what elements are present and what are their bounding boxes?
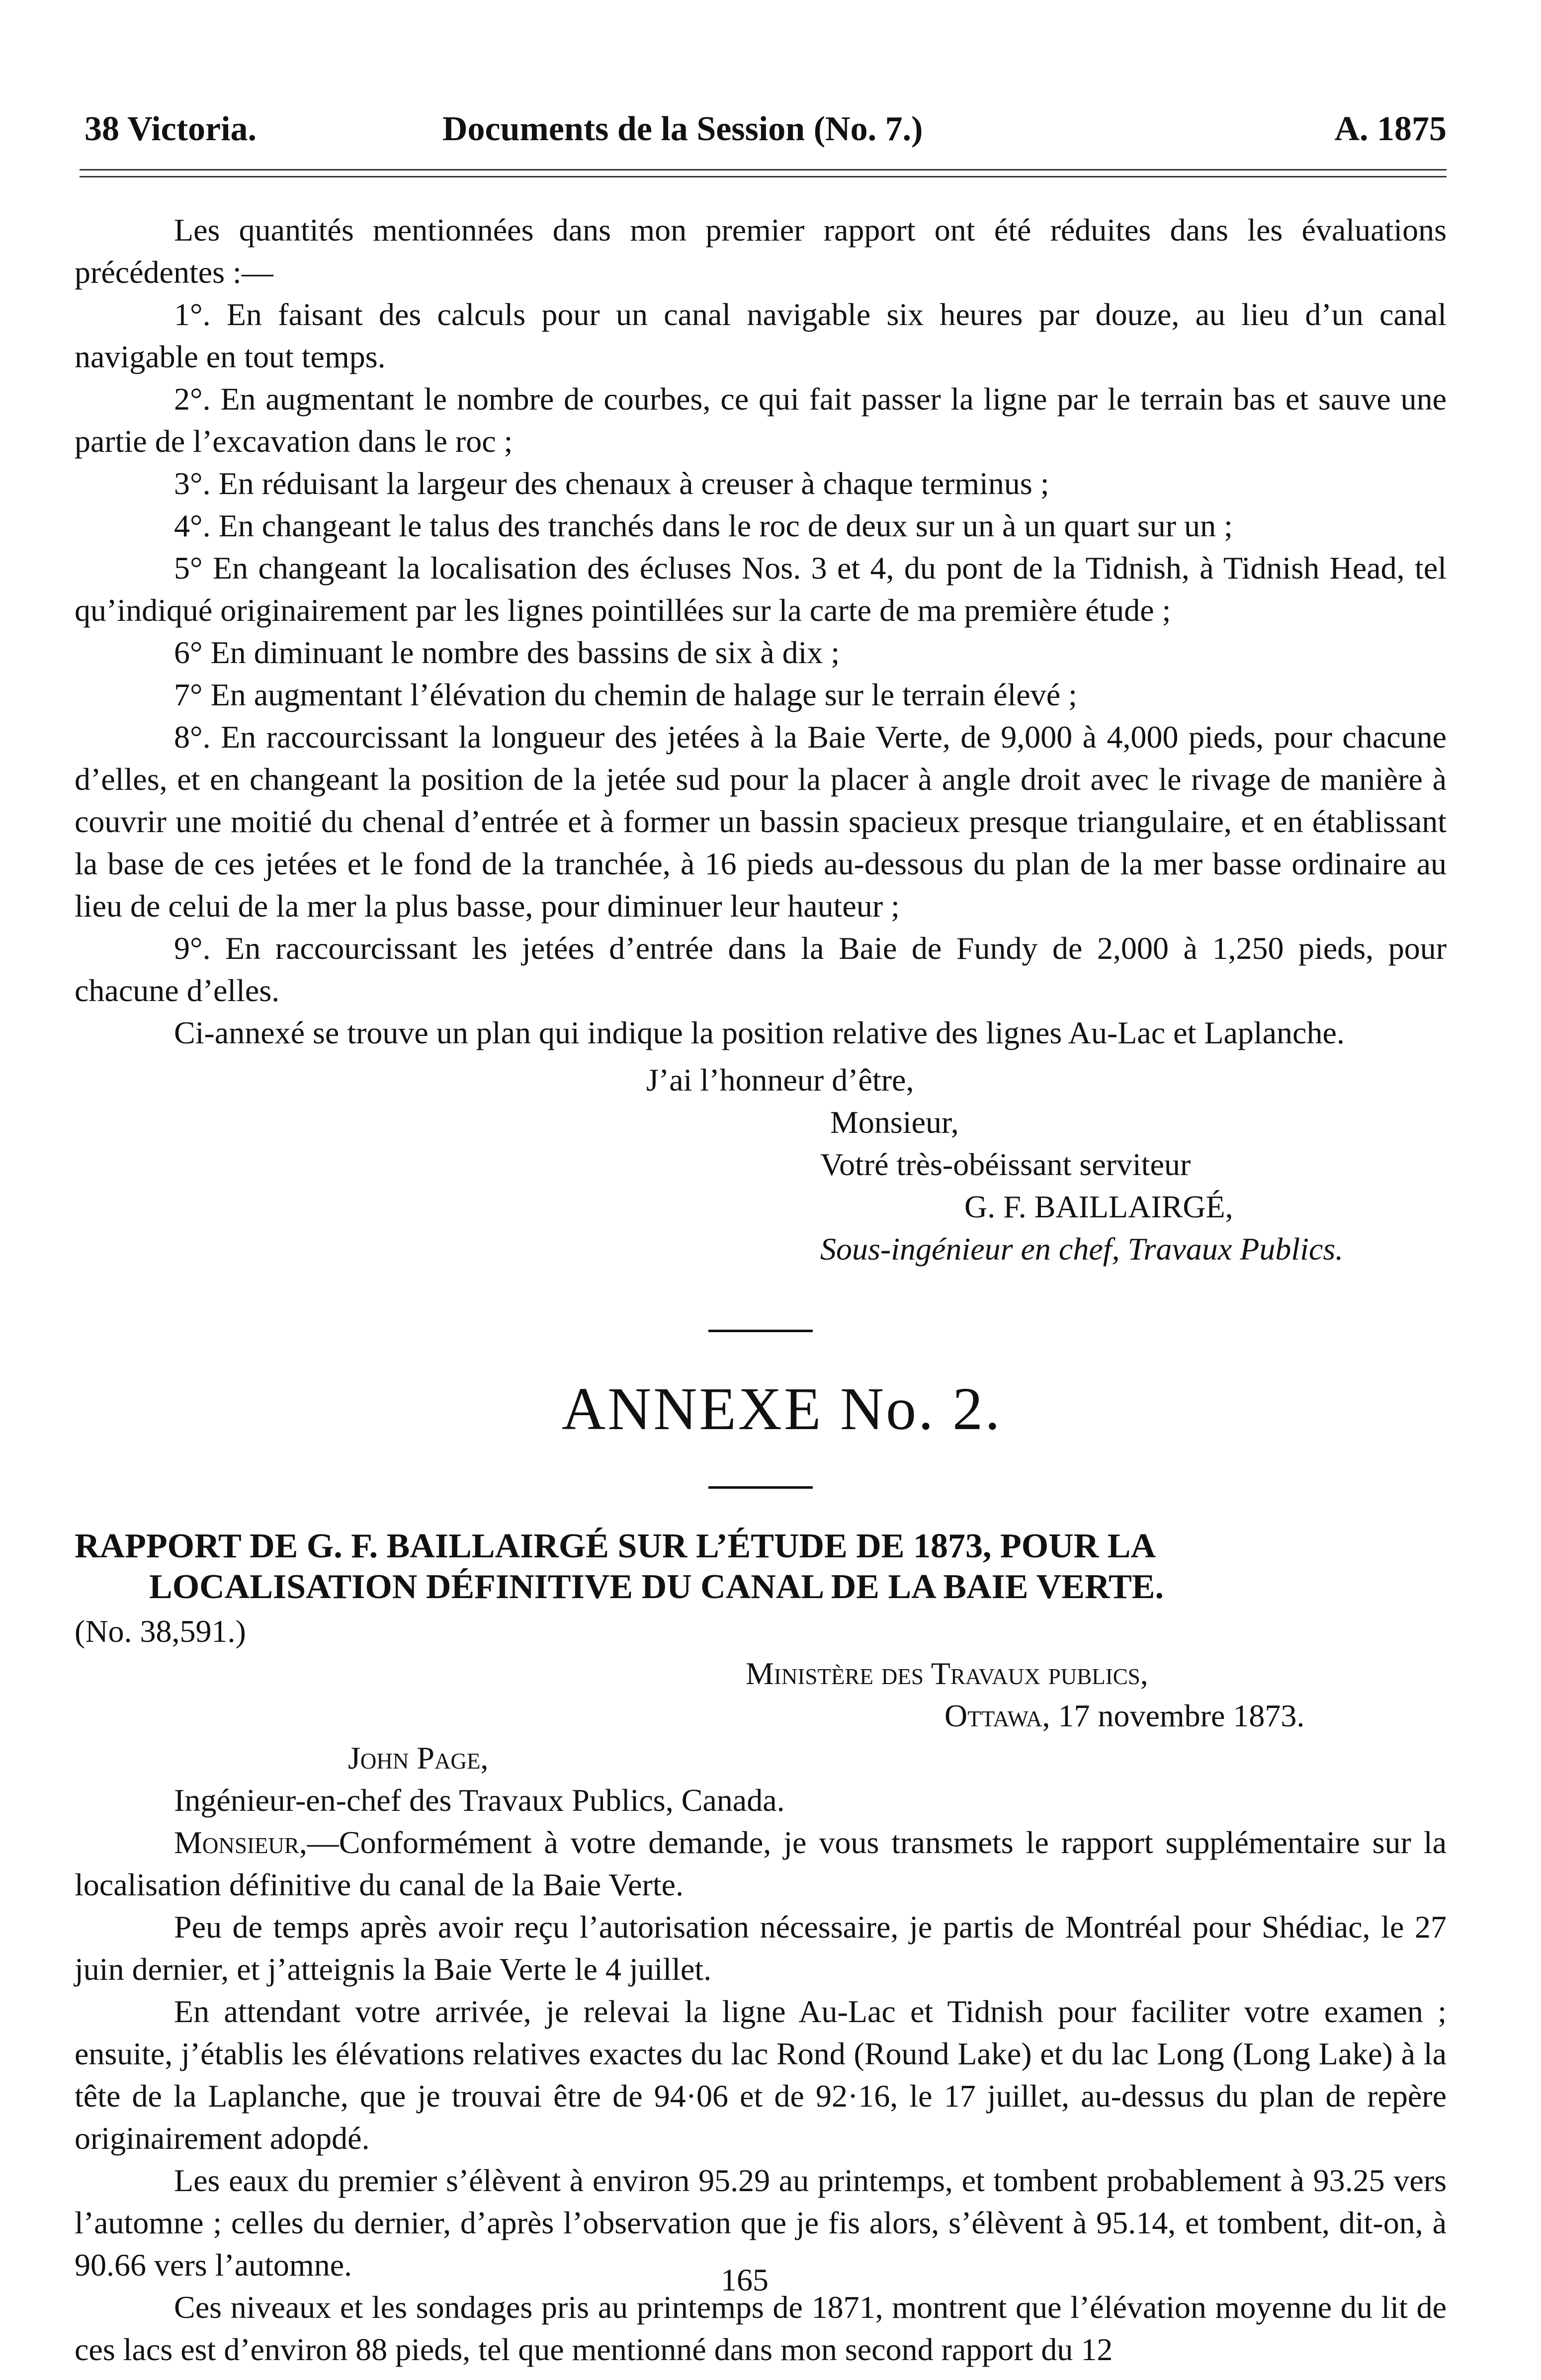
list-item-1: 1°. En faisant des calculs pour un canal navigable six heures par douze, au lieu d’un canal navigable en tout temps. xyxy=(75,297,1447,374)
addressee-name: John Page, xyxy=(348,1740,489,1776)
closing-line-2: Monsieur, xyxy=(830,1105,959,1140)
annex-heading: ANNEXE No. 2. xyxy=(562,1375,1002,1443)
closing-block xyxy=(75,1059,1447,1270)
list-item-2: 2°. En augmentant le nombre de courbes, ce qui fait passer la ligne par le terrain bas et sauve une partie de l’excavation dans le roc ; xyxy=(75,381,1447,459)
document-page xyxy=(75,109,1447,2371)
intro-paragraph: Les quantités mentionnées dans mon premier rapport ont été réduites dans les évaluations précédentes :— xyxy=(75,212,1447,290)
place-city: Ottawa, xyxy=(944,1698,1050,1733)
report-paragraph-3: En attendant votre arrivée, je relevai la ligne Au-Lac et Tidnish pour faciliter votre examen ; ensuite, j’établis les élévations relatives exactes du lac Rond (Round Lake) et du lac Long (Long Lake) à la tête de la Laplanche, que je trouvai être de 94·06 et de 92·16, le 17 juillet, au-dessus du plan de repère originairement adopdé. xyxy=(75,1994,1447,2156)
report-paragraph-4: Les eaux du premier s’élèvent à environ 95.29 au printemps, et tombent probablement à 93.25 vers l’automne ; celles du dernier, d’après l’observation que je fis alors, s’élèvent à 95.14, et tombent, dit-on, à 90.66 vers l’automne. xyxy=(75,2163,1447,2283)
report-title-line-2: LOCALISATION DÉFINITIVE DU CANAL DE LA BAIE VERTE. xyxy=(149,1568,1164,1606)
place-date-line xyxy=(944,1695,1447,1737)
list-item-8: 8°. En raccourcissant la longueur des jetées à la Baie Verte, de 9,000 à 4,000 pieds, pour chacune d’elles, et en changeant la position de la jetée sud pour la placer à angle droit avec le rivage de manière à couvrir une moitié du chenal d’entrée et à former un bassin spacieux presque triangulaire, et en établissant la base de ces jetées et le fond de la tranchée, à 16 pieds au-dessous du plan de la mer basse ordinaire au lieu de celui de la mer la plus basse, pour diminuer leur hauteur ; xyxy=(75,719,1447,924)
addressee-title: Ingénieur-en-chef des Travaux Publics, Canada. xyxy=(174,1783,785,1818)
ministry-line: Ministère des Travaux publics, xyxy=(746,1656,1148,1691)
annex-note: Ci-annexé se trouve un plan qui indique la position relative des lignes Au-Lac et Laplanche. xyxy=(174,1015,1345,1050)
closing-line-3: Votré très-obéissant serviteur xyxy=(820,1147,1191,1182)
report-paragraph-5: Ces niveaux et les sondages pris au printemps de 1871, montrent que l’élévation moyenne du lit de ces lacs est d’environ 88 pieds, tel que mentionné dans mon second rapport du 12 xyxy=(75,2290,1447,2367)
list-item-4: 4°. En changeant le talus des tranchés dans le roc de deux sur un à un quart sur un ; xyxy=(174,508,1233,543)
page-number: 165 xyxy=(721,2262,769,2297)
closing-line-1: J’ai l’honneur d’être, xyxy=(646,1062,914,1098)
separator-rule-top xyxy=(708,1330,813,1332)
header-rules xyxy=(75,169,1447,199)
list-item-3: 3°. En réduisant la largeur des chenaux à creuser à chaque terminus ; xyxy=(174,466,1049,501)
salutation: Monsieur, xyxy=(174,1825,307,1860)
place-date: 17 novembre 1873. xyxy=(1058,1698,1305,1733)
separator-rule-bottom xyxy=(708,1486,813,1489)
list-item-5: 5° En changeant la localisation des écluses Nos. 3 et 4, du pont de la Tidnish, à Tidnish Head, tel qu’indiqué originairement par les lignes pointillées sur la carte de ma première étude ; xyxy=(75,550,1447,628)
signatory-name: G. F. BAILLAIRGÉ, xyxy=(964,1189,1233,1224)
header-right: A. 1875 xyxy=(1334,110,1447,148)
list-item-6: 6° En diminuant le nombre des bassins de six à dix ; xyxy=(174,635,840,670)
list-item-7: 7° En augmentant l’élévation du chemin de halage sur le terrain élevé ; xyxy=(174,677,1077,712)
report-paragraph-2: Peu de temps après avoir reçu l’autorisation nécessaire, je partis de Montréal pour Shédiac, le 27 juin dernier, et j’atteignis la Baie Verte le 4 juillet. xyxy=(75,1909,1447,1987)
signatory-title: Sous-ingénieur en chef, Travaux Publics. xyxy=(820,1231,1344,1267)
header-center: Documents de la Session (No. 7.) xyxy=(442,110,923,148)
report-paragraph-1 xyxy=(75,1821,1447,1906)
report-paragraph-1-text: —Conformément à votre demande, je vous transmets le rapport supplémentaire sur la localisation définitive du canal de la Baie Verte. xyxy=(75,1825,1447,1902)
report-number: (No. 38,591.) xyxy=(75,1614,246,1649)
header-left: 38 Victoria. xyxy=(85,110,257,148)
list-item-9: 9°. En raccourcissant les jetées d’entrée dans la Baie de Fundy de 2,000 à 1,250 pieds, pour chacune d’elles. xyxy=(75,931,1447,1008)
running-header xyxy=(75,109,1447,169)
report-title-line-1: RAPPORT DE G. F. BAILLAIRGÉ SUR L’ÉTUDE DE 1873, POUR LA xyxy=(75,1527,1156,1565)
